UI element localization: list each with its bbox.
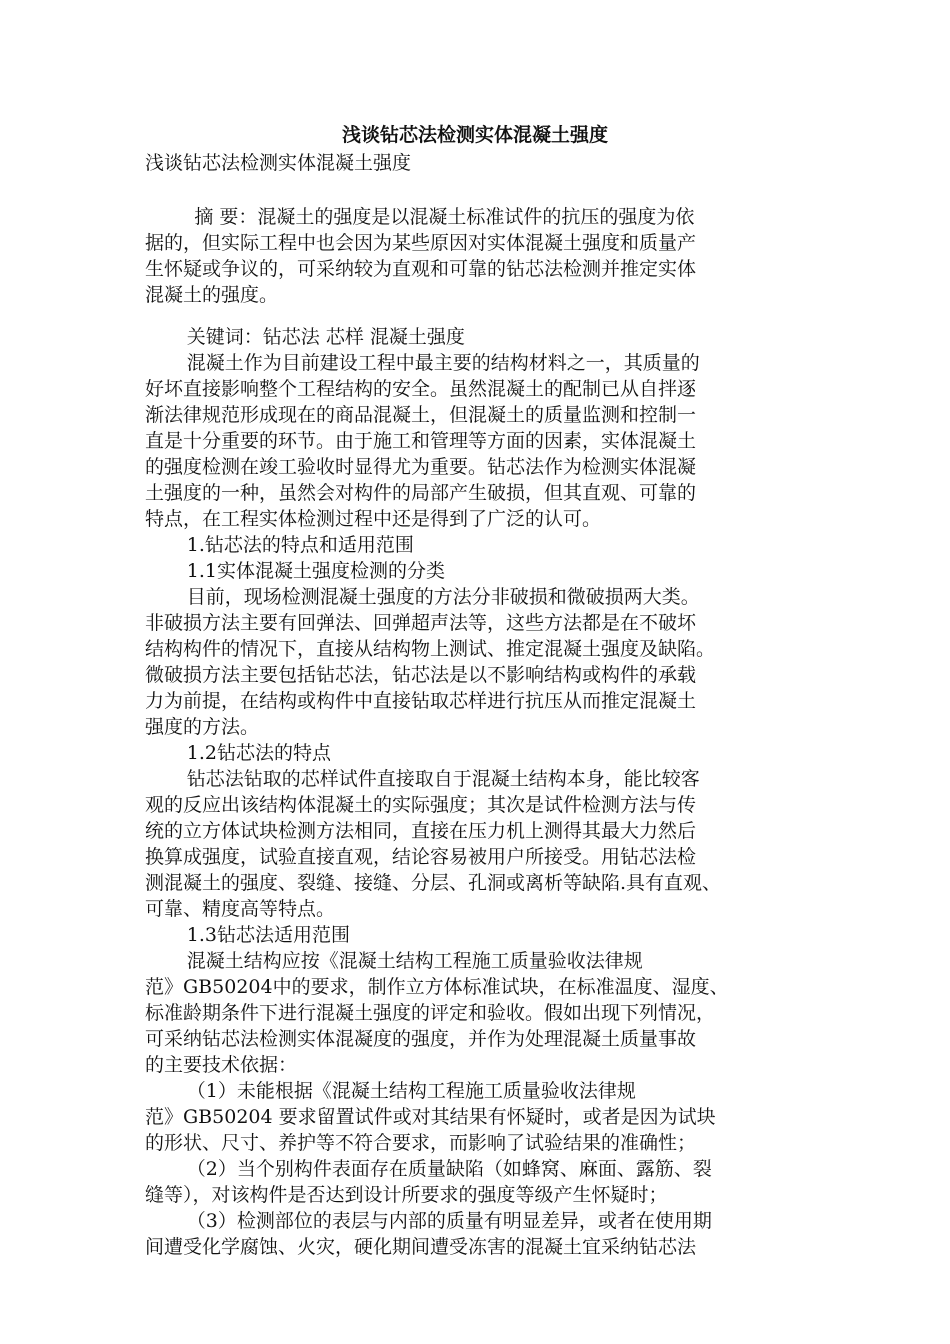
body-line: 的主要技术依据： (145, 1054, 298, 1076)
body-line: 的强度检测在竣工验收时显得尤为重要。钻芯法作为检测实体混凝 (145, 456, 697, 478)
body-line: 1.2钻芯法的特点 (186, 742, 332, 764)
body-line: 混凝土结构应按《混凝土结构工程施工质量验收法律规 (186, 950, 643, 972)
body-line: （1）未能根据《混凝土结构工程施工质量验收法律规 (186, 1080, 636, 1102)
body-line: 1.1实体混凝土强度检测的分类 (186, 560, 446, 582)
subtitle-line: 浅谈钻芯法检测实体混凝土强度 (145, 152, 412, 174)
body-line: 关键词：钻芯法 芯样 混凝土强度 (186, 326, 465, 348)
body-line: 结构构件的情况下，直接从结构物上测试、推定混凝土强度及缺陷。 (145, 638, 716, 660)
body-line: 标准龄期条件下进行混凝土强度的评定和验收。假如出现下列情况， (145, 1002, 716, 1024)
body-line: 范》GB50204中的要求，制作立方体标准试块，在标准温度、湿度、 (145, 976, 729, 998)
body-line: 测混凝土的强度、裂缝、接缝、分层、孔洞或离析等缺陷.具有直观、 (145, 872, 722, 894)
body-line: 观的反应出该结构体混凝土的实际强度；其次是试件检测方法与传 (145, 794, 697, 816)
body-line: 可靠、精度高等特点。 (145, 898, 336, 920)
body-line: 生怀疑或争议的，可采纳较为直观和可靠的钻芯法检测并推定实体 (145, 258, 697, 280)
body-line: 缝等），对该构件是否达到设计所要求的强度等级产生怀疑时； (145, 1184, 668, 1206)
body-line: 直是十分重要的环节。由于施工和管理等方面的因素，实体混凝土 (145, 430, 697, 452)
body-line: 混凝土作为目前建设工程中最主要的结构材料之一，其质量的 (186, 352, 700, 374)
body-line: 间遭受化学腐蚀、火灾，硬化期间遭受冻害的混凝土宜采纳钻芯法 (145, 1236, 697, 1258)
body-line: 1.3钻芯法适用范围 (186, 924, 351, 946)
body-line: 的形状、尺寸、养护等不符合要求，而影响了试验结果的准确性； (145, 1132, 697, 1154)
body-line: 土强度的一种，虽然会对构件的局部产生破损，但其直观、可靠的 (145, 482, 697, 504)
body-line: 摘 要：混凝土的强度是以混凝土标准试件的抗压的强度为依 (194, 206, 695, 228)
body-line: 非破损方法主要有回弹法、回弹超声法等，这些方法都是在不破坏 (145, 612, 697, 634)
body-line: 范》GB50204 要求留置试件或对其结果有怀疑时，或者是因为试块 (145, 1106, 716, 1128)
body-line: 统的立方体试块检测方法相同，直接在压力机上测得其最大力然后 (145, 820, 697, 842)
body-line: 混凝土的强度。 (145, 284, 279, 306)
body-line: （3）检测部位的表层与内部的质量有明显差异，或者在使用期 (186, 1210, 712, 1232)
body-line: 渐法律规范形成现在的商品混凝土，但混凝土的质量监测和控制一 (145, 404, 697, 426)
body-line: 目前，现场检测混凝土强度的方法分非破损和微破损两大类。 (186, 586, 700, 608)
body-line: 微破损方法主要包括钻芯法，钻芯法是以不影响结构或构件的承载 (145, 664, 697, 686)
body-line: 力为前提，在结构或构件中直接钻取芯样进行抗压从而推定混凝土 (145, 690, 697, 712)
body-line: （2）当个别构件表面存在质量缺陷（如蜂窝、麻面、露筋、裂 (186, 1158, 712, 1180)
body-line: 好坏直接影响整个工程结构的安全。虽然混凝土的配制已从自拌逐 (145, 378, 697, 400)
body-line: 可采纳钻芯法检测实体混凝度的强度，并作为处理混凝土质量事故 (145, 1028, 697, 1050)
body-line: 强度的方法。 (145, 716, 260, 738)
body-line: 换算成强度，试验直接直观，结论容易被用户所接受。用钻芯法检 (145, 846, 697, 868)
body-line: 1.钻芯法的特点和适用范围 (186, 534, 414, 556)
body-line: 据的，但实际工程中也会因为某些原因对实体混凝土强度和质量产 (145, 232, 697, 254)
body-line: 钻芯法钻取的芯样试件直接取自于混凝土结构本身，能比较客 (186, 768, 700, 790)
body-line: 特点，在工程实体检测过程中还是得到了广泛的认可。 (145, 508, 602, 530)
document-title: 浅谈钻芯法检测实体混凝土强度 (341, 124, 608, 146)
